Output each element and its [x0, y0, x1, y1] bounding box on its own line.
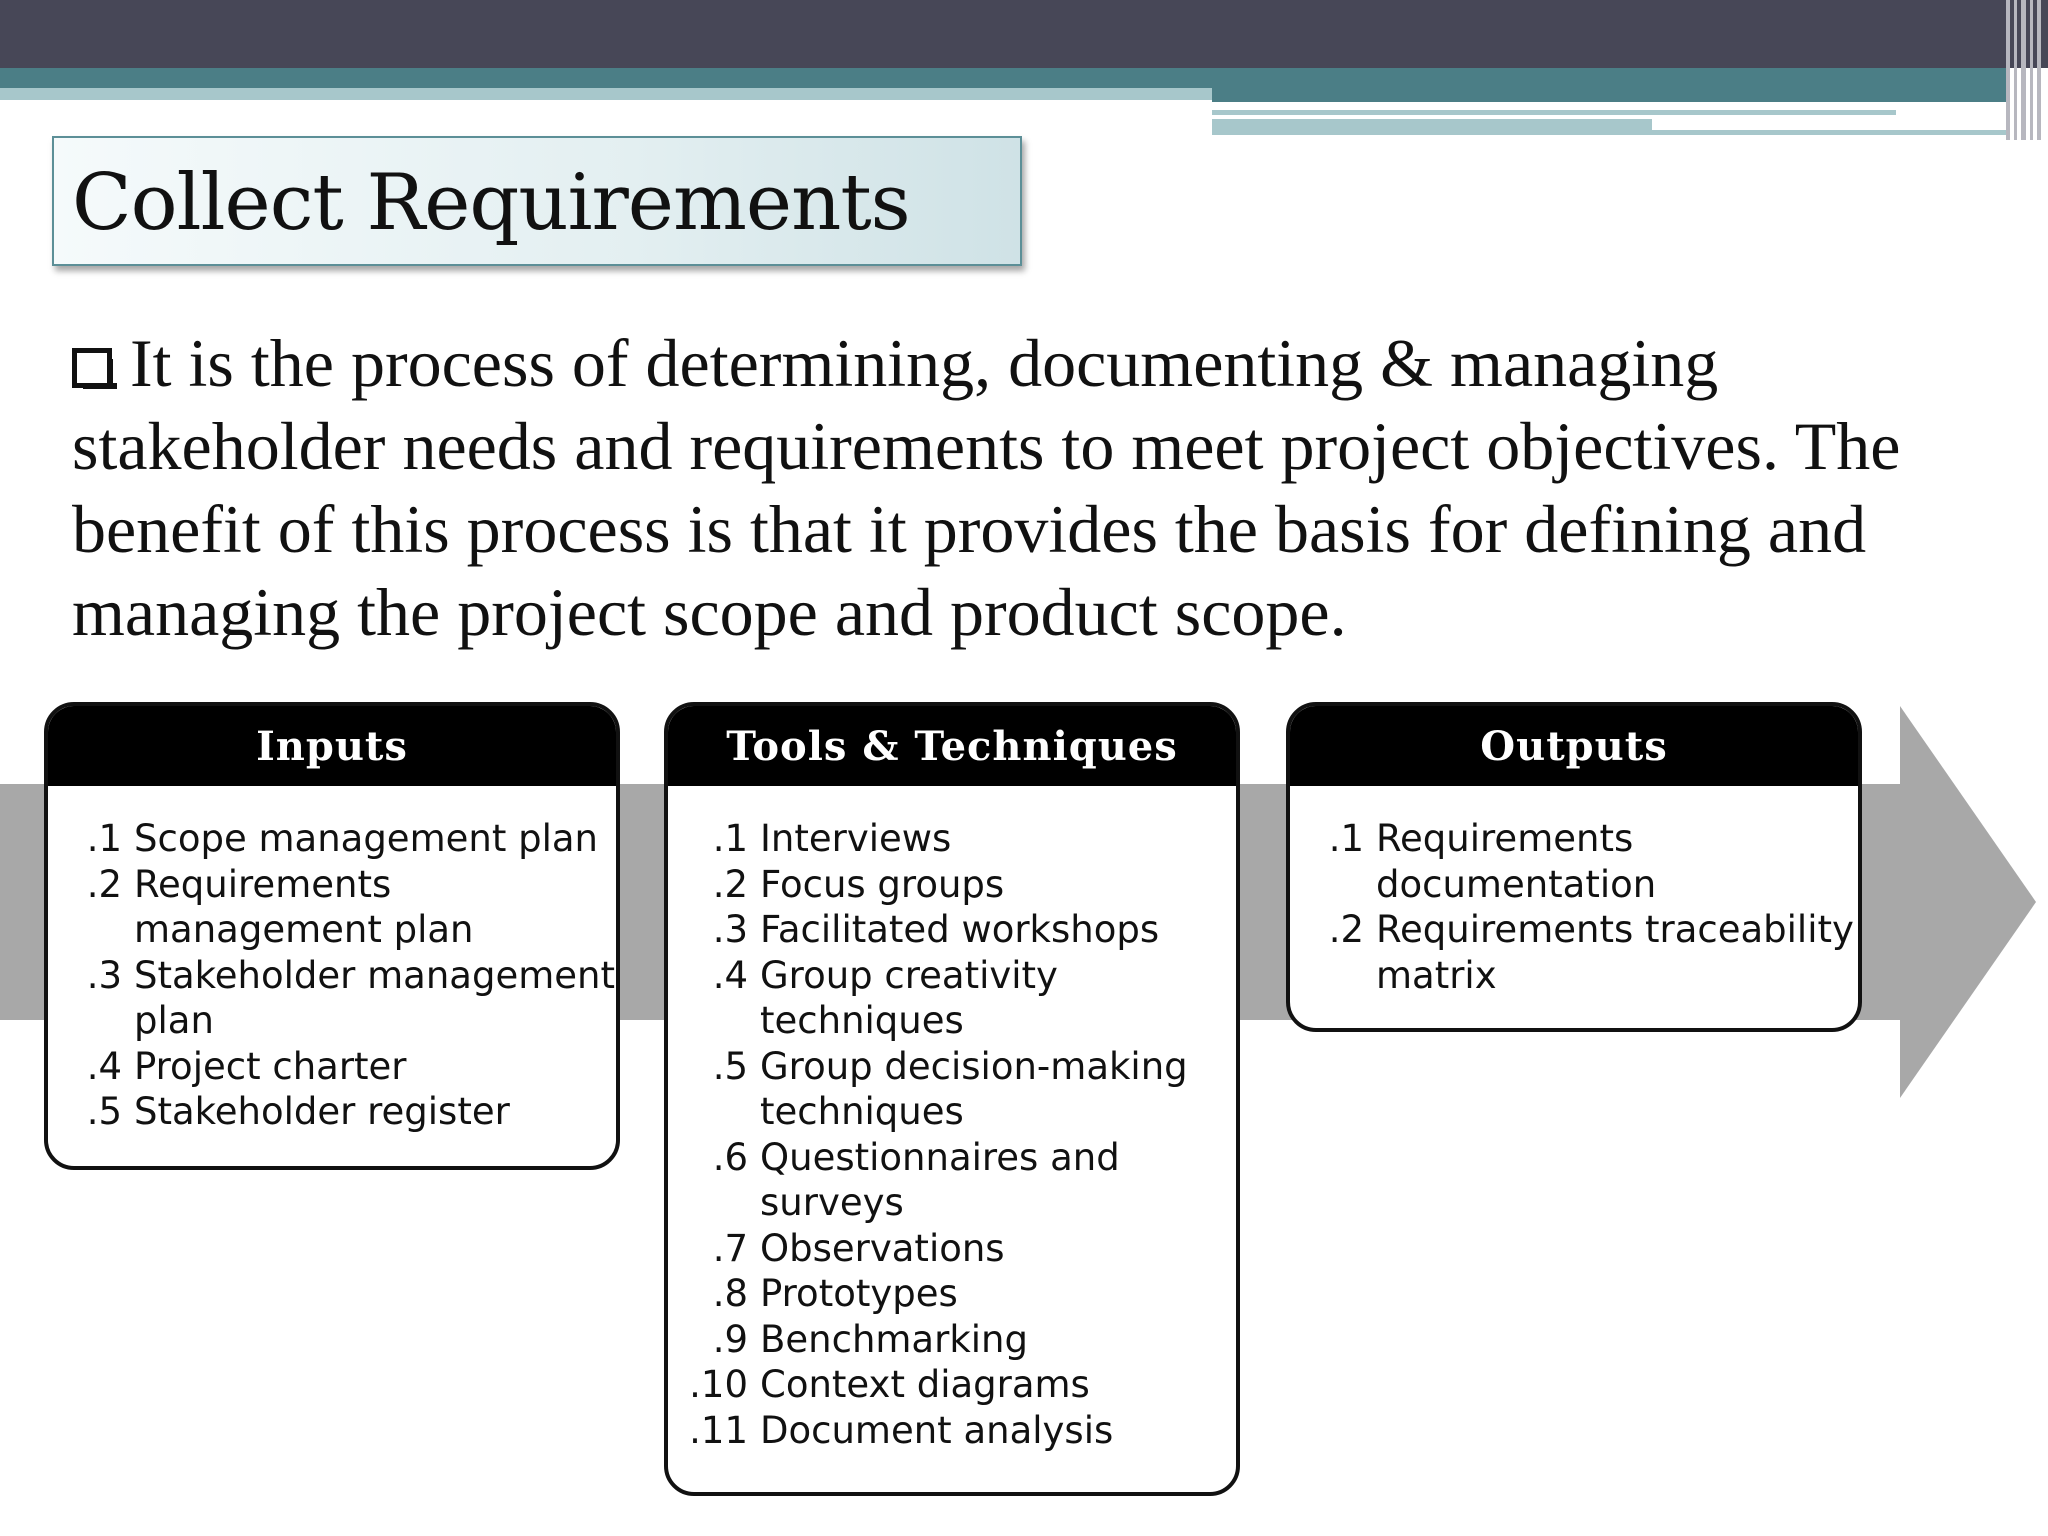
- item-number: .4: [712, 953, 748, 997]
- item-text: Observations: [760, 1226, 1005, 1270]
- outputs-list: [1290, 786, 1858, 998]
- header-bar-teal: [0, 68, 2010, 88]
- header-stripe: [1652, 130, 2010, 135]
- item-number: .7: [712, 1226, 748, 1270]
- tools-list: [668, 786, 1236, 1453]
- list-item: [70, 953, 616, 1044]
- list-item: [1312, 907, 1858, 998]
- process-arrow-head: [1900, 706, 2036, 1098]
- item-text: Benchmarking: [760, 1317, 1028, 1361]
- outputs-panel: [1286, 702, 1862, 1032]
- list-item: [678, 1362, 1236, 1408]
- list-item: [70, 816, 616, 862]
- item-number: .4: [86, 1044, 122, 1088]
- header-stripe: [1212, 119, 1652, 135]
- item-number: .5: [712, 1044, 748, 1088]
- item-text: Questionnaires and surveys: [760, 1135, 1120, 1224]
- item-text: Document analysis: [760, 1408, 1114, 1452]
- description-text: It is the process of determining, documenting & managing stakeholder needs and requirements to meet project objectives. The benefit of this process is that it provides the basis for defining and managing the project scope and product scope.: [72, 325, 1901, 650]
- item-number: .2: [86, 862, 122, 906]
- title-box: [52, 136, 1022, 266]
- item-text: Group decision-making techniques: [760, 1044, 1188, 1133]
- item-number: .3: [712, 908, 748, 951]
- list-item: [1312, 816, 1858, 907]
- item-number: .1: [86, 817, 122, 860]
- outputs-header: Outputs: [1290, 706, 1858, 786]
- list-item: [678, 862, 1236, 908]
- item-number: .8: [712, 1272, 748, 1315]
- list-item: [70, 862, 616, 953]
- header-bar-light: [0, 88, 1212, 100]
- list-item: [678, 1226, 1236, 1272]
- list-item: [678, 816, 1236, 862]
- item-text: Stakeholder management plan: [134, 953, 615, 1042]
- slide-title: Collect Requirements: [72, 158, 910, 248]
- list-item: [678, 1044, 1236, 1135]
- item-text: Facilitated workshops: [760, 908, 1160, 951]
- item-number: .5: [86, 1090, 122, 1133]
- item-number: .9: [712, 1317, 748, 1361]
- header-bar-teal-right: [1212, 88, 2010, 102]
- item-text: Interviews: [760, 817, 952, 860]
- item-text: Prototypes: [760, 1272, 958, 1315]
- list-item: [678, 1135, 1236, 1226]
- header-vertical-lines: [2004, 0, 2048, 140]
- item-number: .1: [712, 817, 748, 860]
- tools-panel: [664, 702, 1240, 1496]
- item-number: .1: [1328, 817, 1364, 860]
- item-text: Requirements management plan: [134, 862, 474, 951]
- list-item: [70, 1089, 616, 1135]
- checkbox-bullet-icon: [72, 348, 112, 388]
- list-item: [678, 953, 1236, 1044]
- item-text: Focus groups: [760, 862, 1005, 906]
- item-number: .6: [712, 1135, 748, 1179]
- list-item: [678, 907, 1236, 953]
- inputs-list: [48, 786, 616, 1135]
- item-number: .2: [1328, 908, 1364, 951]
- tools-header: Tools & Techniques: [668, 706, 1236, 786]
- item-text: Context diagrams: [760, 1363, 1090, 1406]
- item-text: Project charter: [134, 1044, 407, 1088]
- list-item: [70, 1044, 616, 1090]
- item-text: Stakeholder register: [134, 1090, 510, 1133]
- list-item: [678, 1408, 1236, 1454]
- item-number: .2: [712, 862, 748, 906]
- header-bar-dark: [0, 0, 2048, 68]
- item-number: .3: [86, 953, 122, 997]
- item-number: .10: [689, 1363, 748, 1406]
- item-text: Requirements documentation: [1376, 817, 1657, 906]
- item-text: Requirements traceability matrix: [1376, 908, 1854, 997]
- item-text: Scope management plan: [134, 817, 598, 860]
- item-number: .11: [689, 1408, 748, 1452]
- description-paragraph: [72, 322, 2032, 654]
- list-item: [678, 1271, 1236, 1317]
- inputs-header: Inputs: [48, 706, 616, 786]
- header-stripe: [1212, 110, 1896, 115]
- list-item: [678, 1317, 1236, 1363]
- item-text: Group creativity techniques: [760, 953, 1058, 1042]
- inputs-panel: [44, 702, 620, 1170]
